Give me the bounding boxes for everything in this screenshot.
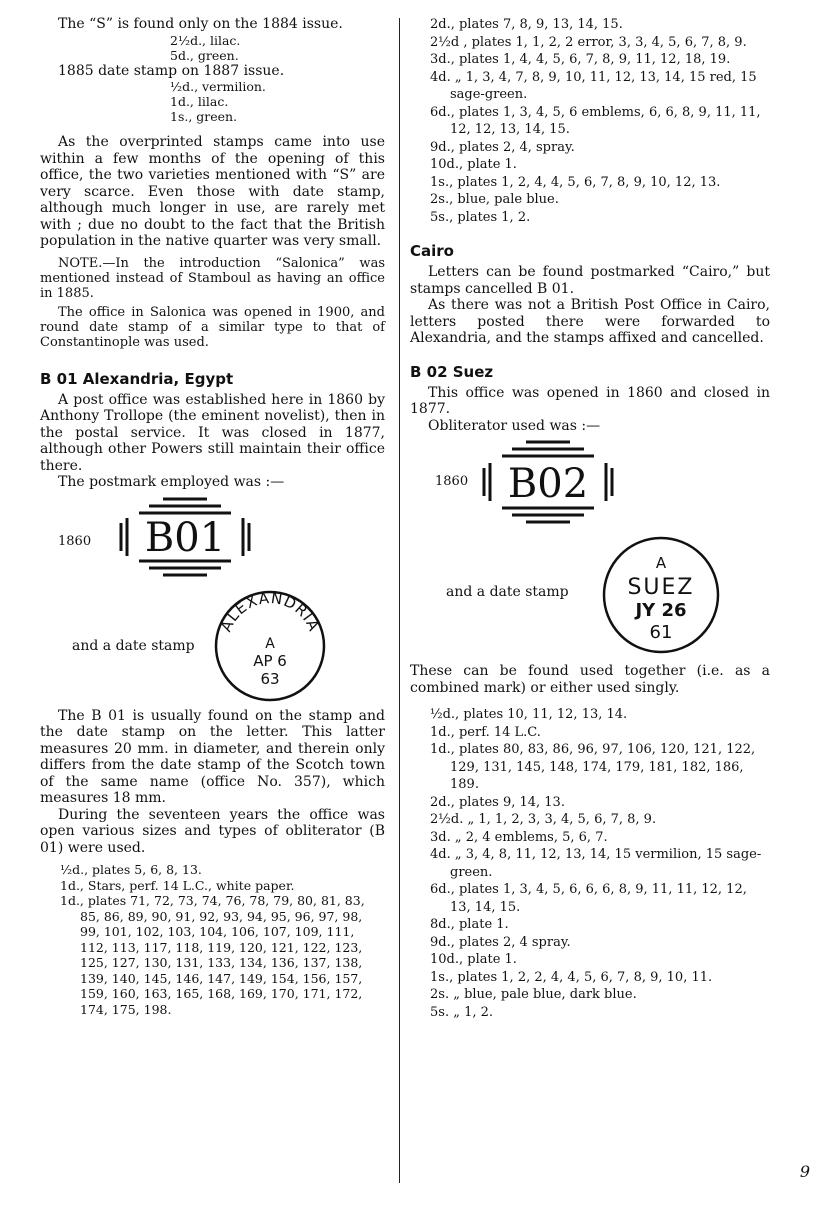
list-item: 9d., plates 2, 4, spray.: [430, 139, 575, 155]
paragraph: As the overprinted stamps came into use within a few months of the opening of this office, the two varieties mentioned with “S” are very scarce. Even those with date stamp, although much longer in use, are rarely met with ; due no doubt to the fact that the British population in the native quarter was very small.: [40, 134, 385, 249]
date-stamp-date: JY 26: [635, 600, 687, 621]
date-list-item: 1d., lilac.: [170, 94, 229, 109]
left-column: [40, 16, 385, 1017]
paragraph: As there was not a British Post Office in Cairo, letters posted there were forwarded to Alexandria, and the stamps affixed and cancelled.: [410, 297, 770, 346]
list-item: 5s. „ 1, 2.: [430, 1004, 494, 1020]
paragraph: This office was opened in 1860 and closed in 1877.: [410, 384, 770, 417]
list-item: 2½d. „ 1, 1, 2, 3, 3, 4, 5, 6, 7, 8, 9.: [430, 812, 657, 827]
svg-text:ALEXANDRIA: [217, 588, 323, 633]
list-item: 1d., plates 80, 83, 86, 96, 97, 106, 120, 121, 122, 129, 131, 145, 148, 174, 179, 181, 182, 186, 189.: [430, 742, 756, 792]
paragraph: A post office was established here in 1860 by Anthony Trollope (the eminent novelist), then in the postal service. It was closed in 1877, although other Powers still maintain their office there.: [40, 391, 385, 474]
date-stamp-letter: A: [265, 635, 275, 652]
list-item: 1s., plates 1, 2, 2, 4, 4, 5, 6, 7, 8, 9, 10, 11.: [430, 969, 713, 985]
alexandria-date-stamp: [212, 588, 328, 704]
left-plate-list: [40, 862, 385, 1017]
b01-stamp-text: B01: [144, 514, 226, 561]
list-item: 1d., perf. 14 L.C.: [430, 724, 541, 740]
suez-date-stamp-row: [410, 534, 770, 659]
page-number: 9: [799, 1162, 810, 1181]
list-item: 1s., plates 1, 2, 4, 4, 5, 6, 7, 8, 9, 10, 12, 13.: [430, 174, 721, 190]
list-item: 4d. „ 3, 4, 8, 11, 12, 13, 14, 15 vermilion, 15 sage-green.: [430, 847, 762, 880]
list-item: 3d., plates 1, 4, 4, 5, 6, 7, 8, 9, 11, 12, 18, 19.: [430, 52, 731, 67]
list-item: 4d. „ 1, 3, 4, 7, 8, 9, 10, 11, 12, 13, 14, 15 red, 15 sage-green.: [430, 69, 757, 102]
list-item: 8d., plate 1.: [430, 917, 509, 932]
list-item: 6d., plates 1, 3, 4, 5, 6 emblems, 6, 6, 8, 9, 11, 11, 12, 12, 13, 14, 15.: [430, 104, 761, 137]
list-item: 10d., plate 1.: [430, 157, 517, 172]
section-heading-cairo: Cairo: [410, 242, 454, 260]
date-stamp-label: and a date stamp: [446, 584, 569, 600]
list-item: ½d., plates 10, 11, 12, 13, 14.: [430, 707, 628, 722]
stamp-year: 1860: [58, 533, 92, 549]
section-heading-alexandria: B 01 Alexandria, Egypt: [40, 369, 234, 388]
date-stamp-name: ALEXANDRIA: [216, 588, 324, 634]
date-stamp-name: SUEZ: [627, 575, 695, 600]
section-heading-suez: B 02 Suez: [410, 362, 494, 381]
alexandria-date-stamp-row: [40, 586, 385, 706]
date-stamp-label: and a date stamp: [72, 637, 195, 654]
column-divider: [399, 18, 400, 1183]
s-note: The “S” is found only on the 1884 issue.: [58, 16, 343, 32]
paragraph: During the seventeen years the office was open various sizes and types of obliterator (B 01) were used.: [40, 806, 385, 856]
b02-obliterator-row: [410, 434, 770, 534]
date-list-item: ½d., vermilion.: [170, 79, 266, 94]
paragraph: The B 01 is usually found on the stamp and the date stamp on the letter. This latter measures 20 mm. in diameter, and therein only differs from the date stamp of the Scotch town of the same name (office No. 357), which measures 18 mm.: [40, 707, 385, 806]
list-item: 1d., plates 71, 72, 73, 74, 76, 78, 79, 80, 81, 83, 85, 86, 89, 90, 91, 92, 93, 94, 95, 96, 97, 98, 99, 101, 102, 103, 104, 106, 107, 109, 111, 112, 113, 117, 118, 119, 120, 121, 122, 123, 125, 127, 130, 131, 133, 134, 136, 137, 138, 139, 140, 145, 146, 147, 149, 154, 156, 157, 159, 160, 163, 165, 168, 169, 170, 171, 172, 174, 175, 198.: [60, 893, 365, 1017]
list-item: 10d., plate 1.: [430, 952, 517, 967]
date-stamp-year: 63: [260, 669, 280, 688]
suez-date-stamp: [600, 534, 722, 656]
b01-obliterator-stamp: [115, 493, 255, 581]
list-item: 2½d , plates 1, 1, 2, 2 error, 3, 3, 4, 5, 6, 7, 8, 9.: [430, 34, 747, 50]
date-list-item: 1s., green.: [170, 109, 238, 124]
paragraph: These can be found used together (i.e. as a combined mark) or either used singly.: [410, 663, 770, 696]
obliterator-intro: Obliterator used was :—: [428, 417, 601, 434]
list-item: 2d., plates 7, 8, 9, 13, 14, 15.: [430, 17, 623, 32]
date-stamp-date: AP 6: [253, 651, 287, 670]
right-column: [410, 16, 770, 1021]
right-bottom-plate-list: [410, 706, 770, 1021]
b01-obliterator-row: [40, 491, 385, 586]
b02-stamp-text: B02: [507, 461, 589, 507]
note-paragraph: NOTE.—In the introduction “Salonica” was mentioned instead of Stamboul as having an office in 1885.: [40, 255, 385, 301]
date-stamp-letter: A: [655, 554, 667, 572]
list-item: 1d., Stars, perf. 14 L.C., white paper.: [60, 877, 295, 893]
s-list-item: 5d., green.: [170, 47, 239, 63]
list-item: 3d. „ 2, 4 emblems, 5, 6, 7.: [430, 829, 608, 845]
postmark-intro: The postmark employed was :—: [58, 474, 285, 490]
s-list-item: 2½d., lilac.: [170, 32, 241, 48]
list-item: 2d., plates 9, 14, 13.: [430, 794, 565, 810]
paragraph: Letters can be found postmarked “Cairo,” but stamps cancelled B 01.: [410, 264, 770, 297]
list-item: 2s. „ blue, pale blue, dark blue.: [430, 987, 637, 1002]
stamp-year: 1860: [435, 474, 469, 489]
list-item: 5s., plates 1, 2.: [430, 209, 531, 225]
list-item: 9d., plates 2, 4 spray.: [430, 934, 571, 950]
date-note: 1885 date stamp on 1887 issue.: [58, 62, 285, 79]
note-paragraph: The office in Salonica was opened in 1900, and round date stamp of a similar type to that of Constantinople was used.: [40, 304, 385, 350]
b02-obliterator-stamp: [478, 436, 618, 528]
list-item: 2s., blue, pale blue.: [430, 192, 559, 207]
list-item: ½d., plates 5, 6, 8, 13.: [60, 862, 202, 877]
date-stamp-year: 61: [649, 622, 673, 643]
list-item: 6d., plates 1, 3, 4, 5, 6, 6, 6, 8, 9, 11, 11, 12, 12, 13, 14, 15.: [430, 882, 747, 915]
right-top-plate-list: [410, 16, 770, 226]
